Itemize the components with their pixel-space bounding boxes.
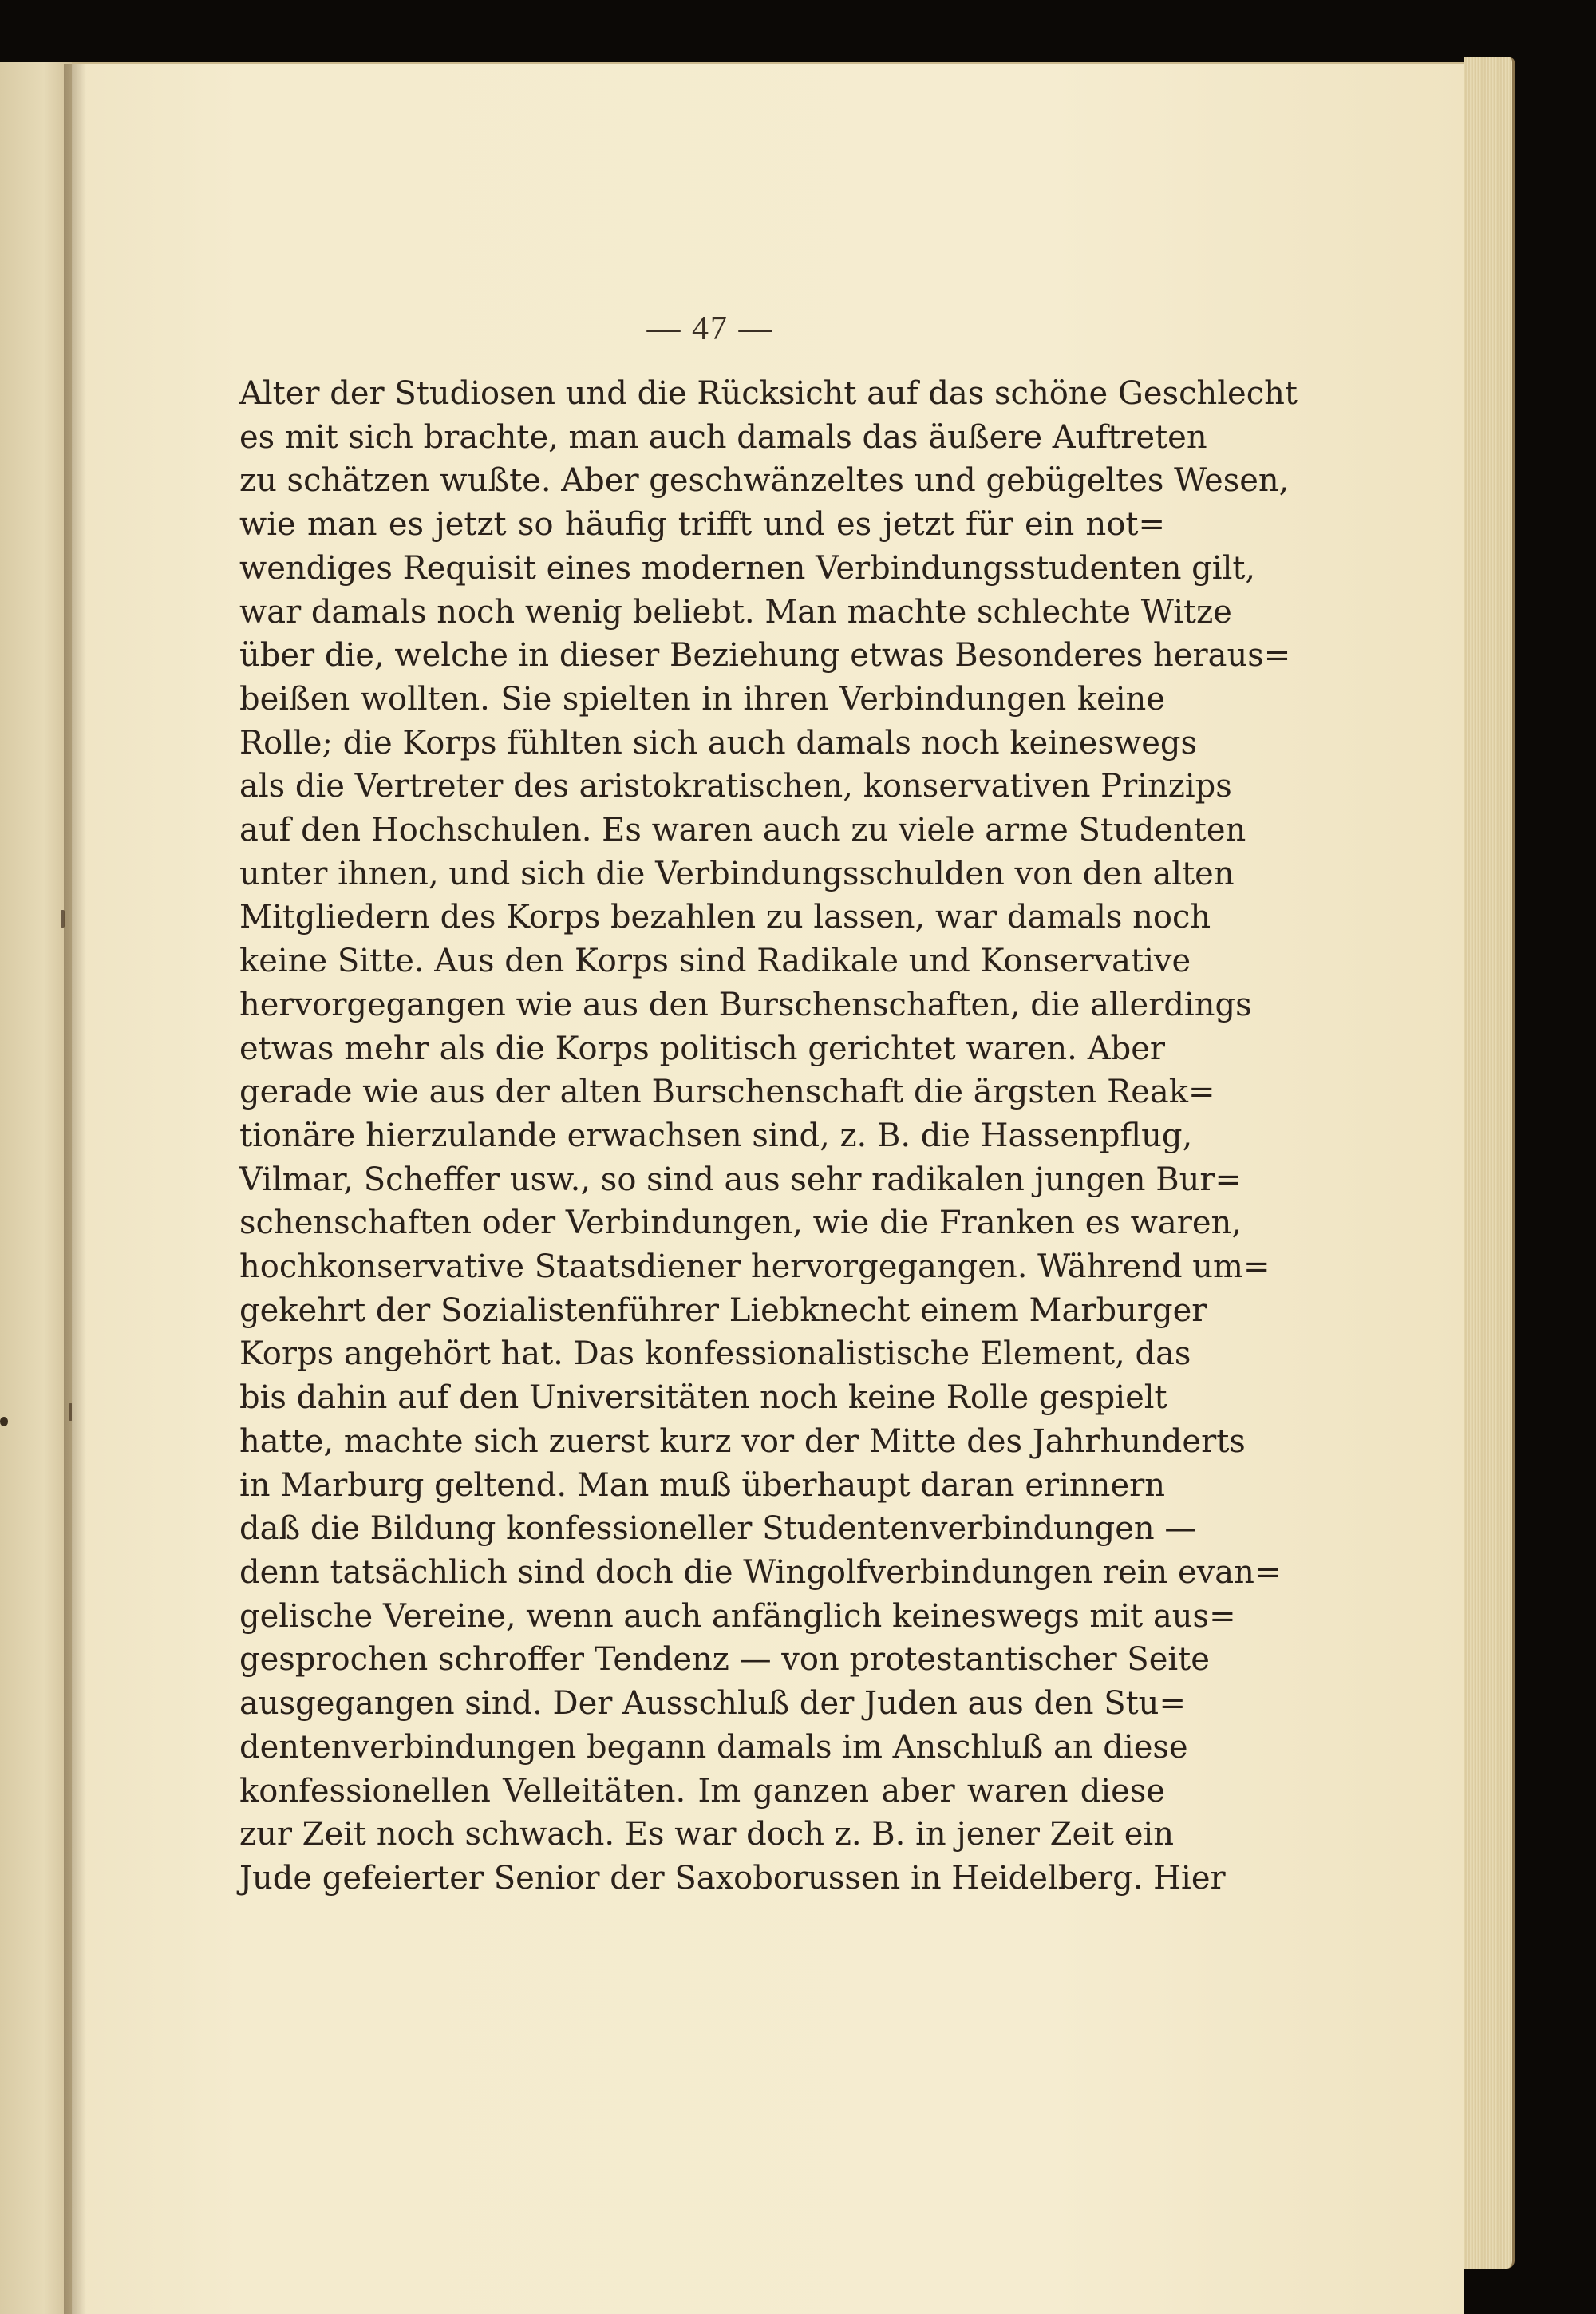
body-text	[239, 372, 1298, 1901]
text-line: zu schätzen wußte. Aber geschwänzeltes und gebügeltes Wesen,	[239, 462, 1290, 500]
text-line: etwas mehr als die Korps politisch gerichtet waren. Aber	[239, 1030, 1165, 1067]
text-line: zur Zeit noch schwach. Es war doch z. B. in jener Zeit ein	[239, 1816, 1174, 1853]
text-line: war damals noch wenig beliebt. Man machte schlechte Witze	[239, 593, 1232, 631]
page-number: — 47 —	[646, 311, 774, 347]
text-line: keine Sitte. Aus den Korps sind Radikale und Konservative	[239, 943, 1191, 980]
text-line: als die Vertreter des aristokratischen, konservativen Prinzips	[239, 768, 1232, 805]
text-line: Rolle; die Korps fühlten sich auch damals noch keineswegs	[239, 724, 1198, 761]
text-line: hochkonservative Staatsdiener hervorgegangen. Während um=	[239, 1248, 1270, 1286]
previous-page-edge	[0, 62, 73, 2314]
text-line: Mitgliedern des Korps bezahlen zu lassen, war damals noch	[239, 899, 1211, 936]
text-line: gesprochen schroffer Tendenz — von protestantischer Seite	[239, 1641, 1210, 1679]
text-line: ausgegangen sind. Der Ausschluß der Juden aus den Stu=	[239, 1685, 1186, 1723]
text-line: Alter der Studiosen und die Rücksicht auf das schöne Geschlecht	[239, 375, 1298, 412]
text-line: über die, welche in dieser Beziehung etwas Besonderes heraus=	[239, 637, 1291, 674]
text-line: tionäre hierzulande erwachsen sind, z. B. die Hassenpflug,	[239, 1117, 1193, 1154]
text-line: wendiges Requisit eines modernen Verbindungsstudenten gilt,	[239, 549, 1256, 587]
text-line: daß die Bildung konfessioneller Studentenverbindungen —	[239, 1510, 1197, 1548]
text-line: es mit sich brachte, man auch damals das äußere Auftreten	[239, 418, 1207, 456]
text-line: denn tatsächlich sind doch die Wingolfverbindungen rein evan=	[239, 1553, 1282, 1591]
text-line: Vilmar, Scheffer usw., so sind aus sehr radikalen jungen Bur=	[239, 1161, 1242, 1198]
text-line: gekehrt der Sozialistenführer Liebknecht einem Marburger	[239, 1291, 1207, 1329]
text-line: Korps angehört hat. Das konfessionalistische Element, das	[239, 1335, 1191, 1373]
text-line: konfessionellen Velleitäten. Im ganzen aber waren diese	[239, 1772, 1165, 1810]
text-line: unter ihnen, und sich die Verbindungsschulden von den alten	[239, 855, 1235, 892]
text-line: hervorgegangen wie aus den Burschenschaften, die allerdings	[239, 986, 1252, 1023]
page-mark	[0, 1417, 8, 1426]
text-line: beißen wollten. Sie spielten in ihren Verbindungen keine	[239, 680, 1165, 718]
text-line: hatte, machte sich zuerst kurz vor der Mitte des Jahrhunderts	[239, 1422, 1246, 1460]
text-line: bis dahin auf den Universitäten noch keine Rolle gespielt	[239, 1379, 1167, 1417]
text-line: schenschaften oder Verbindungen, wie die Franken es waren,	[239, 1204, 1242, 1242]
gutter-shadow	[64, 64, 86, 2314]
text-line: gelische Vereine, wenn auch anfänglich keineswegs mit aus=	[239, 1597, 1236, 1635]
text-line: in Marburg geltend. Man muß überhaupt daran erinnern	[239, 1466, 1165, 1504]
page-stack-edges	[1464, 57, 1515, 2269]
text-line: wie man es jetzt so häufig trifft und es jetzt für ein not=	[239, 506, 1165, 544]
text-line: gerade wie aus der alten Burschenschaft die ärgsten Reak=	[239, 1074, 1215, 1111]
text-line: auf den Hochschulen. Es waren auch zu viele arme Studenten	[239, 812, 1246, 849]
text-line: dentenverbindungen begann damals im Anschluß an diese	[239, 1728, 1188, 1766]
text-line: Jude gefeierter Senior der Saxoborussen in Heidelberg. Hier	[239, 1859, 1226, 1897]
